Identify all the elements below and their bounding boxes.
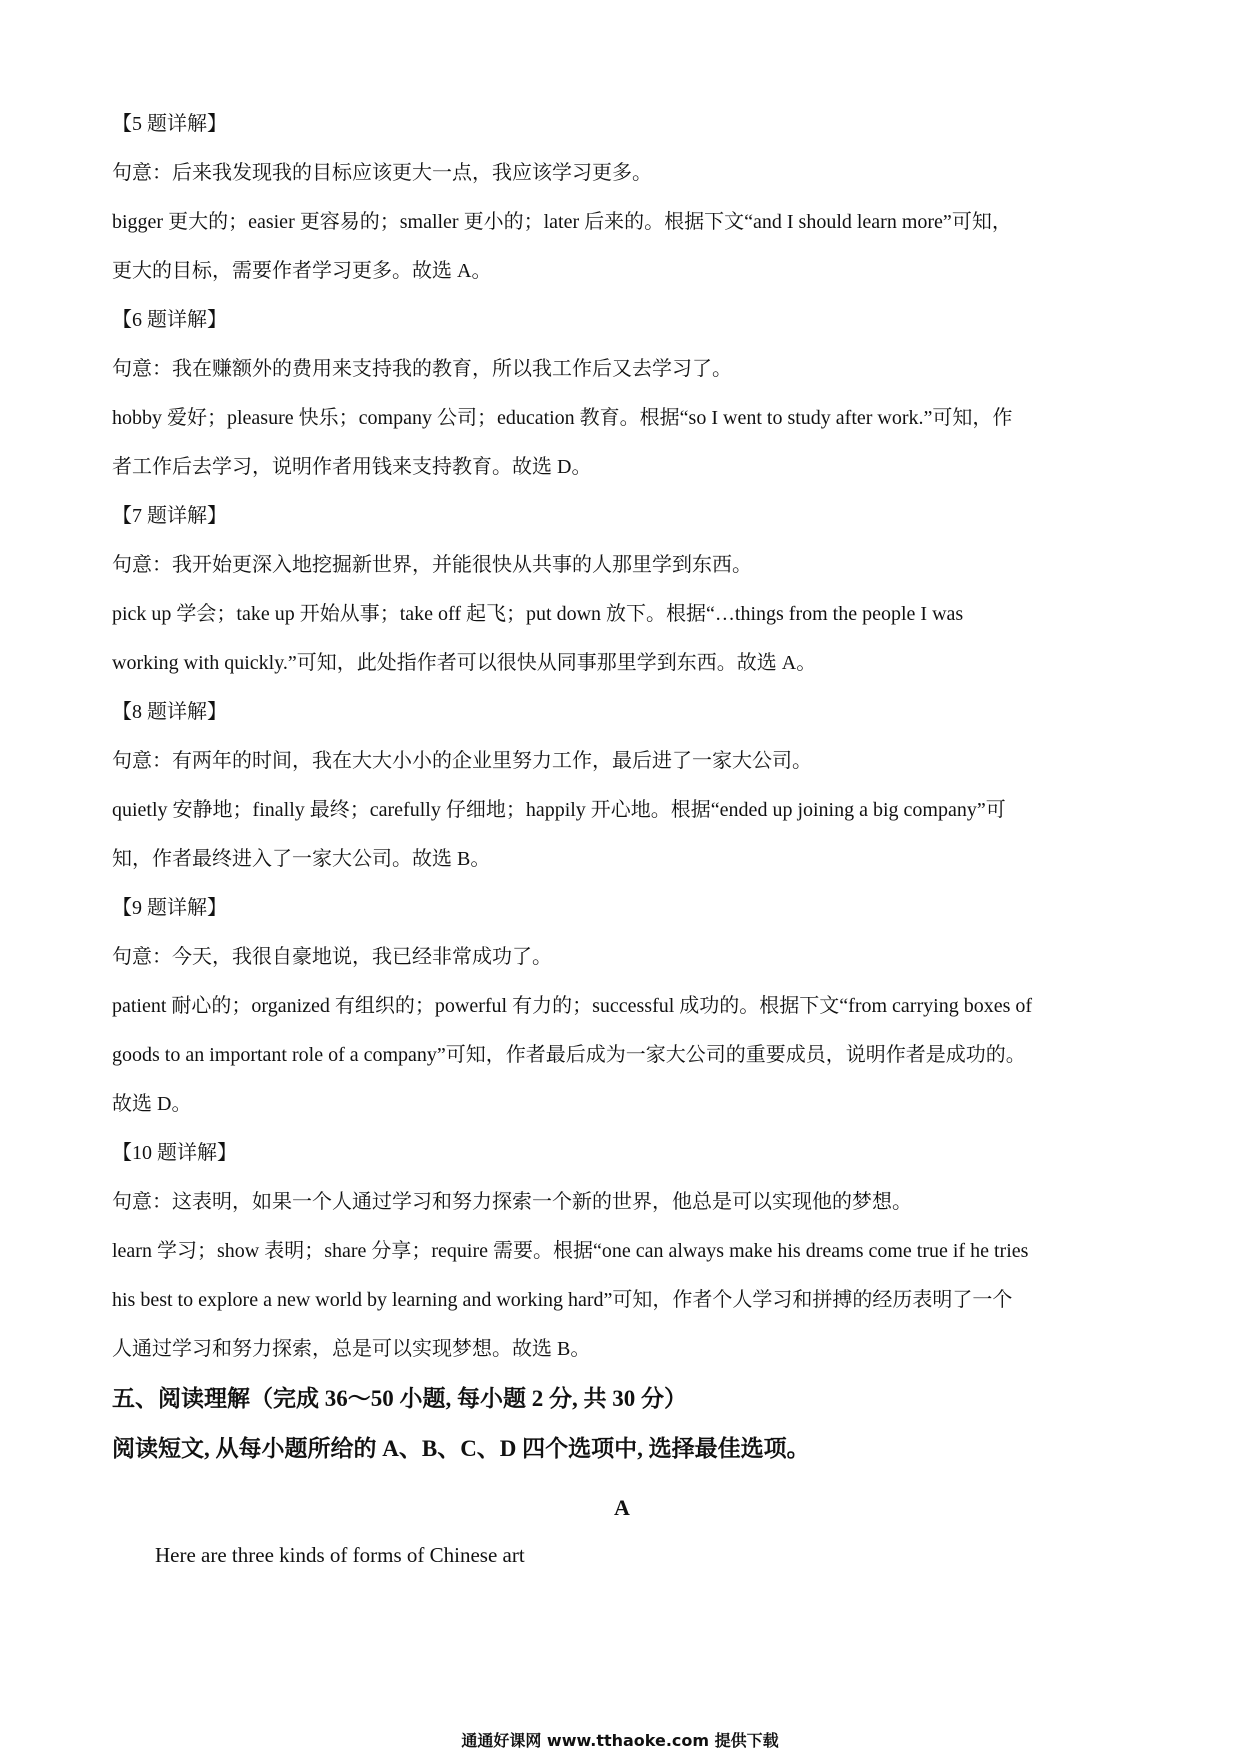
explanation-line: patient 耐心的；organized 有组织的；powerful 有力的；successful 成功的。根据下文“from carrying boxes of	[112, 995, 1033, 1017]
explanation-line: 句意：我在赚额外的费用来支持我的教育，所以我工作后又去学习了。	[112, 358, 732, 380]
explanation-heading: 【9 题详解】	[112, 897, 227, 919]
explanation-line: 更大的目标，需要作者学习更多。故选 A。	[112, 260, 492, 282]
explanation-block-7	[112, 492, 1132, 688]
explanation-line: bigger 更大的；easier 更容易的；smaller 更小的；later 后来的。根据下文“and I should learn more”可知，	[112, 211, 1012, 233]
explanation-line: working with quickly.”可知，此处指作者可以很快从同事那里学到东西。故选 A。	[112, 652, 817, 674]
passage-label: A	[614, 1495, 630, 1520]
footer-watermark: 通通好课网 www.tthaoke.com 提供下载	[461, 1731, 779, 1750]
explanation-line: 句意：这表明，如果一个人通过学习和努力探索一个新的世界，他总是可以实现他的梦想。	[112, 1191, 912, 1213]
explanation-block-10	[112, 1129, 1132, 1374]
explanation-line: 知，作者最终进入了一家大公司。故选 B。	[112, 848, 491, 870]
document-content	[112, 100, 1132, 1580]
passage-intro: Here are three kinds of forms of Chinese art	[155, 1543, 525, 1567]
explanation-block-6	[112, 296, 1132, 492]
explanation-line: 句意：后来我发现我的目标应该更大一点，我应该学习更多。	[112, 162, 652, 184]
explanation-block-9	[112, 884, 1132, 1129]
explanation-line: his best to explore a new world by learning and working hard”可知，作者个人学习和拼搏的经历表明了一个	[112, 1289, 1013, 1311]
explanation-heading: 【7 题详解】	[112, 505, 227, 527]
section-title: 五、阅读理解（完成 36～50 小题, 每小题 2 分, 共 30 分）	[112, 1386, 687, 1411]
explanation-line: goods to an important role of a company”可知，作者最后成为一家大公司的重要成员，说明作者是成功的。	[112, 1044, 1026, 1066]
explanation-heading: 【6 题详解】	[112, 309, 227, 331]
explanation-line: 者工作后去学习，说明作者用钱来支持教育。故选 D。	[112, 456, 592, 478]
explanation-line: pick up 学会；take up 开始从事；take off 起飞；put down 放下。根据“…things from the people I was	[112, 603, 964, 625]
explanation-line: hobby 爱好；pleasure 快乐；company 公司；education 教育。根据“so I went to study after work.”可知，作	[112, 407, 1013, 429]
reading-section	[112, 1374, 1132, 1580]
section-instruction: 阅读短文, 从每小题所给的 A、B、C、D 四个选项中, 选择最佳选项。	[112, 1436, 810, 1461]
explanation-line: 人通过学习和努力探索，总是可以实现梦想。故选 B。	[112, 1338, 591, 1360]
explanation-heading: 【10 题详解】	[112, 1142, 237, 1164]
explanation-block-8	[112, 688, 1132, 884]
explanation-line: 句意：我开始更深入地挖掘新世界，并能很快从共事的人那里学到东西。	[112, 554, 752, 576]
explanation-line: quietly 安静地；finally 最终；carefully 仔细地；happily 开心地。根据“ended up joining a big company”可	[112, 799, 1006, 821]
explanation-heading: 【8 题详解】	[112, 701, 227, 723]
explanation-line: 故选 D。	[112, 1093, 192, 1115]
explanation-line: 句意：今天，我很自豪地说，我已经非常成功了。	[112, 946, 552, 968]
explanation-block-5	[112, 100, 1132, 296]
explanation-line: learn 学习；show 表明；share 分享；require 需要。根据“one can always make his dreams come true if he tries	[112, 1240, 1029, 1262]
explanation-heading: 【5 题详解】	[112, 113, 227, 135]
explanation-line: 句意：有两年的时间，我在大大小小的企业里努力工作，最后进了一家大公司。	[112, 750, 812, 772]
